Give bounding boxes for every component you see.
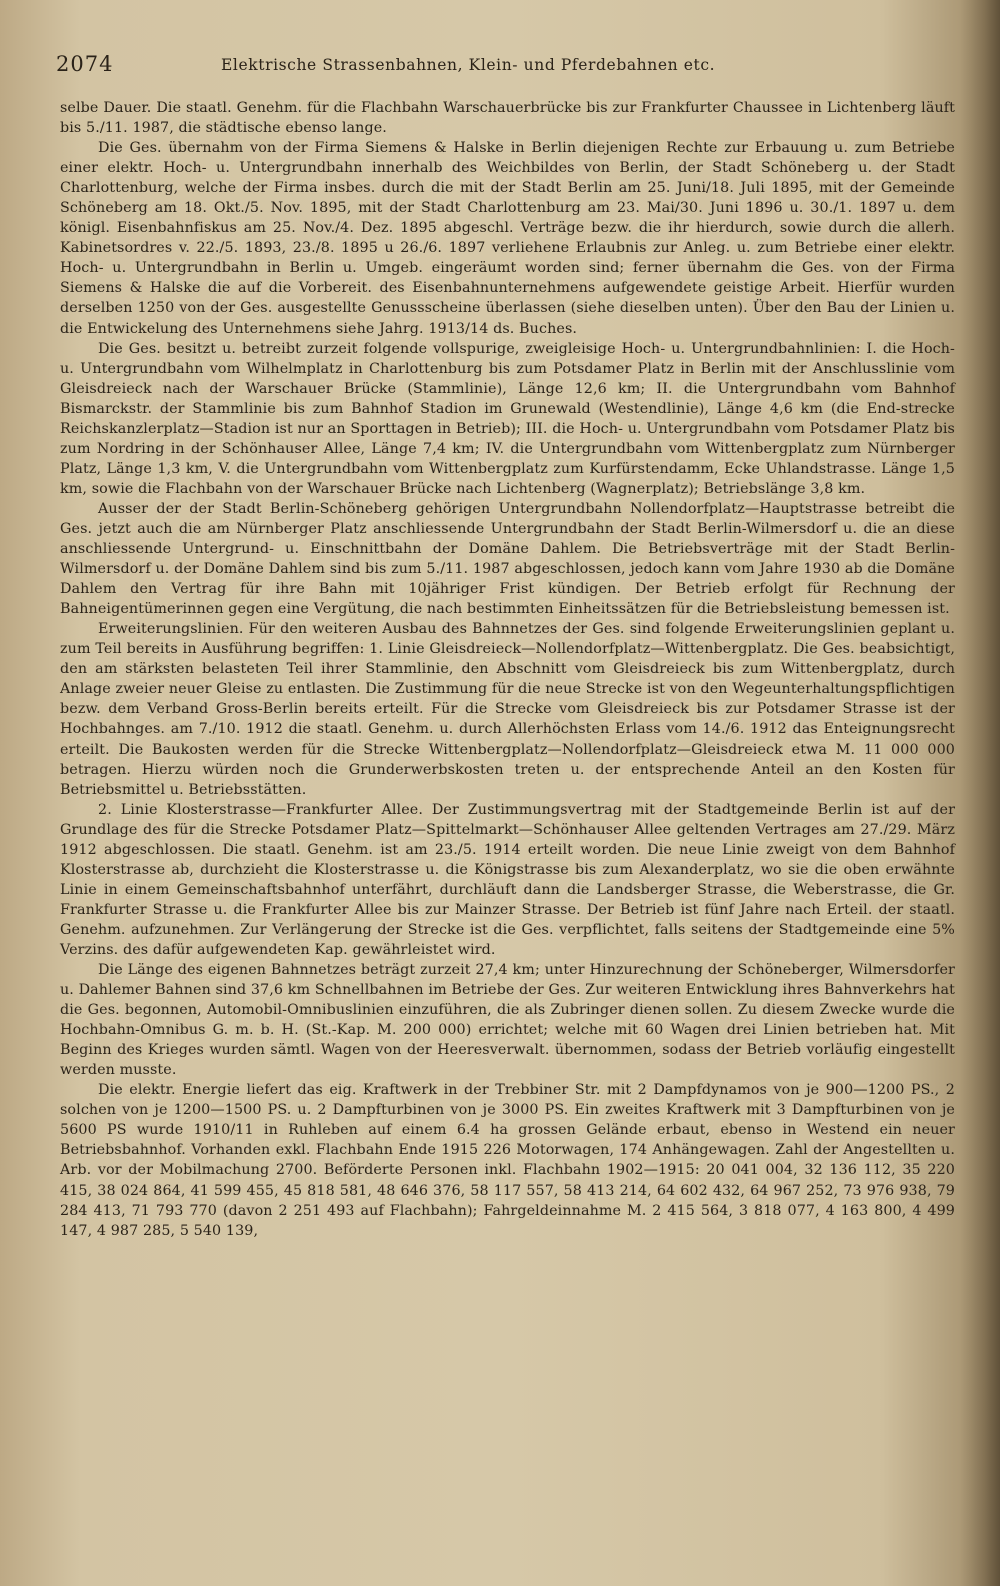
text-body	[60, 98, 955, 1241]
page-number: 2074	[56, 52, 114, 76]
paragraph-operated-lines-others: Ausser der der Stadt Berlin-Schöneberg gehörigen Untergrundbahn Nollendorfplatz—Hauptstrasse betreibt die Ges. jetzt auch die am Nürnberger Platz anschliessende Untergrundbahn der Stadt Berlin-Wilmersdorf u. die an diese anschliessende Untergrund- u. Einschnittbahn der Domäne Dahlem. Die Betriebsverträge mit der Stadt Berlin-Wilmersdorf u. der Domäne Dahlem sind bis zum 5./11. 1987 abgeschlossen, jedoch kann vom Jahre 1930 ab die Domäne Dahlem den Vertrag für ihre Bahn mit 10jähriger Frist kündigen. Der Betrieb erfolgt für Rechnung der Bahneigentümerinnen gegen eine Vergütung, die nach bestimmten Einheitssätzen für die Betriebsleistung bemessen ist.	[60, 500, 955, 618]
paragraph-klosterstrasse-line: 2. Linie Klosterstrasse—Frankfurter Allee. Der Zustimmungsvertrag mit der Stadtgemeinde Berlin ist auf der Grundlage des für die Strecke Potsdamer Platz—Spittelmarkt—Schönhauser Allee geltenden Vertrages am 27./29. März 1912 abgeschlossen. Die staatl. Genehm. ist am 23./5. 1914 erteilt worden. Die neue Linie zweigt von dem Bahnhof Klosterstrasse ab, durchzieht die Klosterstrasse u. die Königstrasse bis zum Alexanderplatz, wo sie die oben erwähnte Linie in einem Gemeinschaftsbahnhof unterfährt, durchläuft dann die Landsberger Strasse, die Weberstrasse, die Gr. Frankfurter Strasse u. die Frankfurter Allee bis zur Mainzer Strasse. Der Betrieb ist fünf Jahre nach Erteil. der staatl. Genehm. aufzunehmen. Zur Verlängerung der Strecke ist die Ges. verpflichtet, falls seitens der Stadtgemeinde eine 5% Verzins. des dafür aufgewendeten Kap. gewährleistet wird.	[60, 801, 955, 958]
page-header	[56, 52, 910, 82]
paragraph-lines-operated: Die Ges. besitzt u. betreibt zurzeit folgende vollspurige, zweigleisige Hoch- u. Untergrundbahnlinien: I. die Hoch- u. Untergrundbahn vom Wilhelmplatz in Charlottenburg bis zum Potsdamer Platz in Berlin mit der Anschlusslinie vom Gleisdreieck nach der Warschauer Brücke (Stammlinie), Länge 12,6 km; II. die Untergrundbahn vom Bahnhof Bismarckstr. der Stammlinie bis zum Bahnhof Stadion im Grunewald (Westendlinie), Länge 4,6 km (die End-strecke Reichskanzlerplatz—Stadion ist nur an Sporttagen in Betrieb); III. die Hoch- u. Untergrundbahn vom Potsdamer Platz bis zum Nordring in der Schönhauser Allee, Länge 7,4 km; IV. die Untergrundbahn vom Wittenbergplatz zum Nürnberger Platz, Länge 1,3 km, V. die Untergrundbahn vom Wittenbergplatz zum Kurfürstendamm, Ecke Uhlandstrasse. Länge 1,5 km, sowie die Flachbahn von der Warschauer Brücke nach Lichtenberg (Wagnerplatz); Betriebslänge 3,8 km.	[60, 340, 955, 497]
paragraph-extension-lines: Erweiterungslinien. Für den weiteren Ausbau des Bahnnetzes der Ges. sind folgende Erweiterungslinien geplant u. zum Teil bereits in Ausführung begriffen: 1. Linie Gleisdreieck—Nollendorfplatz—Wittenbergplatz. Die Ges. beabsichtigt, den am stärksten belasteten Teil ihrer Stammlinie, den Abschnitt vom Gleisdreieck bis zum Wittenbergplatz, durch Anlage zweier neuer Gleise zu entlasten. Die Zustimmung für die neue Strecke ist von den Wegeunterhaltungspflichtigen bezw. dem Verband Gross-Berlin bereits erteilt. Für die Strecke vom Gleisdreieck bis zur Potsdamer Strasse ist der Hochbahnges. am 7./10. 1912 die staatl. Genehm. u. durch Allerhöchsten Erlass vom 14./6. 1912 das Enteignungsrecht erteilt. Die Baukosten werden für die Strecke Wittenbergplatz—Nollendorfplatz—Gleisdreieck etwa M. 11 000 000 betragen. Hierzu würden noch die Grunderwerbskosten treten u. der entsprechende Anteil an den Kosten für Betriebsmittel u. Betriebsstätten.	[60, 621, 955, 798]
paragraph-continuation: selbe Dauer. Die staatl. Genehm. für die Flachbahn Warschauerbrücke bis zur Frankfurter Chaussee in Lichtenberg läuft bis 5./11. 1987, die städtische ebenso lange.	[60, 100, 955, 137]
paragraph-network-length: Die Länge des eigenen Bahnnetzes beträgt zurzeit 27,4 km; unter Hinzurechnung der Schöneberger, Wilmersdorfer u. Dahlemer Bahnen sind 37,6 km Schnellbahnen im Betriebe der Ges. Zur weiteren Entwicklung ihres Bahnverkehrs hat die Ges. begonnen, Automobil-Omnibuslinien einzuführen, die als Zubringer dienen sollen. Zu diesem Zwecke wurde die Hochbahn-Omnibus G. m. b. H. (St.-Kap. M. 200 000) errichtet; welche mit 60 Wagen drei Linien betrieben hat. Mit Beginn des Krieges wurden sämtl. Wagen von der Heeresverwalt. übernommen, sodass der Betrieb vorläufig eingestellt werden musste.	[60, 962, 955, 1079]
page-edge-shadow	[960, 0, 1000, 1586]
paragraph-rights-transfer: Die Ges. übernahm von der Firma Siemens & Halske in Berlin diejenigen Rechte zur Erbauung u. zum Betriebe einer elektr. Hoch- u. Untergrundbahn innerhalb des Weichbildes von Berlin, der Stadt Schöneberg u. der Stadt Charlottenburg, welche der Firma insbes. durch die mit der Stadt Berlin am 25. Juni/18. Juli 1895, mit der Gemeinde Schöneberg am 18. Okt./5. Nov. 1895, mit der Stadt Charlottenburg am 23. Mai/30. Juni 1896 u. 30./1. 1897 u. dem königl. Eisenbahnfiskus am 25. Nov./4. Dez. 1895 abgeschl. Verträge bezw. die ihr hierdurch, sowie durch die allerh. Kabinetsordres v. 22./5. 1893, 23./8. 1895 u 26./6. 1897 verliehene Erlaubnis zur Anleg. u. zum Betriebe einer elektr. Hoch- u. Untergrundbahn in Berlin u. Umgeb. eingeräumt worden sind; ferner übernahm die Ges. von der Firma Siemens & Halske die auf die Vorbereit. des Eisenbahnunternehmens aufgewendete geistige Arbeit. Hierfür wurden derselben 1250 von der Ges. ausgestellte Genussscheine überlassen (siehe dieselben unten). Über den Bau der Linien u. die Entwickelung des Unternehmens siehe Jahrg. 1913/14 ds. Buches.	[60, 140, 955, 337]
paragraph-power-statistics: Die elektr. Energie liefert das eig. Kraftwerk in der Trebbiner Str. mit 2 Dampfdynamos von je 900—1200 PS., 2 solchen von je 1200—1500 PS. u. 2 Dampfturbinen von je 3000 PS. Ein zweites Kraftwerk mit 3 Dampfturbinen von je 5600 PS wurde 1910/11 in Ruhleben auf einem 6.4 ha grossen Gelände erbaut, ebenso in Westend ein neuer Betriebsbahnhof. Vorhanden exkl. Flachbahn Ende 1915 226 Motorwagen, 174 Anhängewagen. Zahl der Angestellten u. Arb. vor der Mobilmachung 2700. Beförderte Personen inkl. Flachbahn 1902—1915: 20 041 004, 32 136 112, 35 220 415, 38 024 864, 41 599 455, 45 818 581, 48 646 376, 58 117 557, 58 413 214, 64 602 432, 64 967 252, 73 976 938, 79 284 413, 71 793 770 (davon 2 251 493 auf Flachbahn); Fahrgeldeinnahme M. 2 415 564, 3 818 077, 4 163 800, 4 499 147, 4 987 285, 5 540 139,	[60, 1082, 955, 1239]
running-title: Elektrische Strassenbahnen, Klein- und Pferdebahnen etc.	[221, 56, 716, 74]
